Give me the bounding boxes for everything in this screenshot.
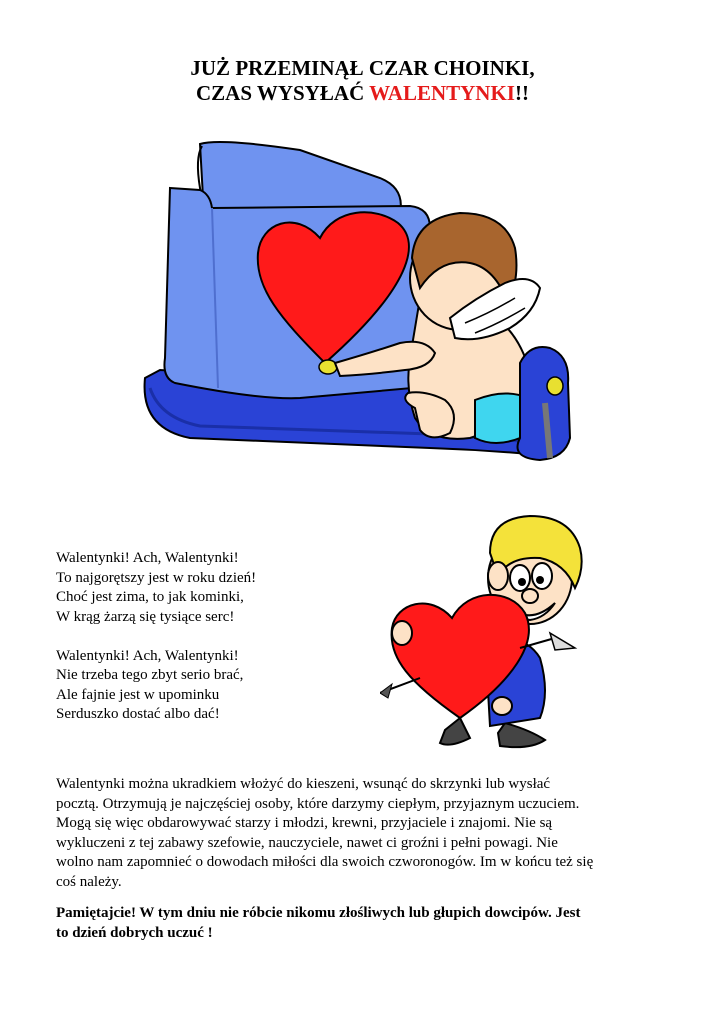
page-title: [0, 56, 725, 106]
poem-line: Serduszko dostać albo dać!: [56, 706, 220, 722]
paragraph-line: wykluczeni z tej zabawy szefowie, nauczyciele, nawet ci groźni i pełni powagi. Nie: [56, 834, 558, 851]
cupid-mailbox-illustration: [130, 138, 590, 478]
paragraph-line: pocztą. Otrzymują je najczęściej osoby, które darzymy ciepłym, przyjaznym uczuciem.: [56, 795, 580, 812]
title-highlight: WALENTYNKI: [369, 81, 515, 105]
note-line: Pamiętajcie! W tym dniu nie róbcie nikomu złośliwych lub głupich dowcipów. Jest: [56, 905, 581, 921]
title-line-2: [0, 81, 725, 106]
poem-line: W krąg żarzą się tysiące serc!: [56, 608, 235, 625]
title-line-2-suffix: !!: [514, 81, 529, 105]
paragraph-line: wolno nam zapomnieć o dowodach miłości dla swoich czworonogów. Im w końcu też się: [56, 854, 594, 870]
poem-line: Walentynki! Ach, Walentynki!: [56, 647, 239, 664]
poem-line: Nie trzeba tego zbyt serio brać,: [56, 667, 244, 683]
poem-stanza-2: [56, 647, 386, 725]
poem-stanza-1: [56, 549, 386, 627]
title-line-2-prefix: CZAS WYSYŁAĆ: [196, 81, 370, 105]
poem: [56, 549, 386, 744]
reminder-note: [56, 904, 681, 943]
poem-line: Walentynki! Ach, Walentynki!: [56, 550, 239, 566]
paragraph-line: coś należy.: [56, 873, 122, 890]
body-paragraph: [56, 775, 681, 892]
paragraph-line: Walentynki można ukradkiem włożyć do kieszeni, wsunąć do skrzynki lub wysłać: [56, 776, 551, 792]
boy-with-heart-illustration: [380, 508, 600, 758]
poem-line: To najgorętszy jest w roku dzień!: [56, 569, 257, 586]
poem-line: Ale fajnie jest w upominku: [56, 686, 220, 703]
poem-line: Choć jest zima, to jak kominki,: [56, 589, 244, 605]
note-line: to dzień dobrych uczuć !: [56, 924, 213, 941]
title-line-1: JUŻ PRZEMINĄŁ CZAR CHOINKI,: [190, 56, 535, 80]
paragraph-line: Mogą się więc obdarowywać starzy i młodzi, krewni, przyjaciele i znajomi. Nie są: [56, 815, 553, 831]
